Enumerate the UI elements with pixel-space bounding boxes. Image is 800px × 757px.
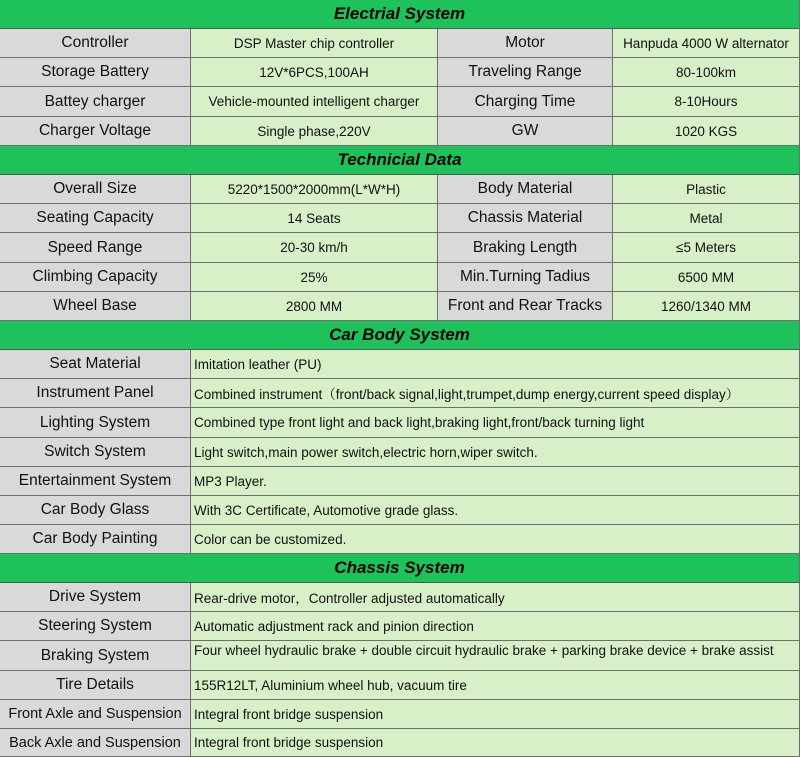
section-title: Electrial System xyxy=(0,0,800,29)
spec-value: Rear-drive motor，Controller adjusted automatically xyxy=(191,583,800,612)
table-row xyxy=(0,438,800,467)
spec-value: Four wheel hydraulic brake + double circuit hydraulic brake + parking brake device + brake assist xyxy=(191,641,800,671)
spec-value: Light switch,main power switch,electric horn,wiper switch. xyxy=(191,438,800,467)
spec-value: 25% xyxy=(191,263,438,292)
spec-value: 1260/1340 MM xyxy=(613,292,800,321)
spec-value: 14 Seats xyxy=(191,204,438,233)
spec-label: Switch System xyxy=(0,438,191,467)
chassis-header-row xyxy=(0,554,800,583)
table-row xyxy=(0,700,800,729)
technical-header-row xyxy=(0,146,800,175)
spec-value: 5220*1500*2000mm(L*W*H) xyxy=(191,175,438,204)
spec-label: Braking Length xyxy=(438,233,613,263)
spec-label: Motor xyxy=(438,29,613,58)
section-title: Technicial Data xyxy=(0,146,800,175)
spec-value: Plastic xyxy=(613,175,800,204)
spec-value: 80-100km xyxy=(613,58,800,87)
spec-label: Entertainment System xyxy=(0,467,191,496)
spec-label: Body Material xyxy=(438,175,613,204)
spec-value: 6500 MM xyxy=(613,263,800,292)
spec-label: Traveling Range xyxy=(438,58,613,87)
spec-label: Charger Voltage xyxy=(0,117,191,146)
spec-value: 20-30 km/h xyxy=(191,233,438,263)
spec-value: 155R12LT, Aluminium wheel hub, vacuum tire xyxy=(191,671,800,700)
spec-value: Vehicle-mounted intelligent charger xyxy=(191,87,438,117)
spec-label: Controller xyxy=(0,29,191,58)
spec-value: 1020 KGS xyxy=(613,117,800,146)
spec-value: 8-10Hours xyxy=(613,87,800,117)
table-row xyxy=(0,87,800,117)
spec-value: 12V*6PCS,100AH xyxy=(191,58,438,87)
table-row xyxy=(0,671,800,700)
section-title: Car Body System xyxy=(0,321,800,350)
spec-value: Hanpuda 4000 W alternator xyxy=(613,29,800,58)
spec-label: Chassis Material xyxy=(438,204,613,233)
table-row xyxy=(0,292,800,321)
spec-label: Instrument Panel xyxy=(0,379,191,408)
spec-label: Seating Capacity xyxy=(0,204,191,233)
table-row xyxy=(0,496,800,525)
spec-value: DSP Master chip controller xyxy=(191,29,438,58)
table-row xyxy=(0,379,800,408)
table-row xyxy=(0,350,800,379)
table-row xyxy=(0,408,800,438)
spec-label: Wheel Base xyxy=(0,292,191,321)
spec-label: Drive System xyxy=(0,583,191,612)
table-row xyxy=(0,612,800,641)
spec-label: Steering System xyxy=(0,612,191,641)
spec-label: Car Body Glass xyxy=(0,496,191,525)
table-row xyxy=(0,233,800,263)
table-row xyxy=(0,641,800,671)
spec-value: Metal xyxy=(613,204,800,233)
spec-label: Battey charger xyxy=(0,87,191,117)
spec-value: MP3 Player. xyxy=(191,467,800,496)
spec-label: Tire Details xyxy=(0,671,191,700)
table-row xyxy=(0,175,800,204)
body-header-row xyxy=(0,321,800,350)
table-row xyxy=(0,204,800,233)
spec-value: 2800 MM xyxy=(191,292,438,321)
spec-label: Front Axle and Suspension xyxy=(0,700,191,729)
spec-label: Back Axle and Suspension xyxy=(0,729,191,757)
spec-label: Seat Material xyxy=(0,350,191,379)
table-row xyxy=(0,467,800,496)
spec-label: Min.Turning Tadius xyxy=(438,263,613,292)
spec-label: Braking System xyxy=(0,641,191,671)
spec-label: Charging Time xyxy=(438,87,613,117)
spec-label: Speed Range xyxy=(0,233,191,263)
table-row xyxy=(0,729,800,757)
section-title: Chassis System xyxy=(0,554,800,583)
table-row xyxy=(0,583,800,612)
spec-value: Integral front bridge suspension xyxy=(191,700,800,729)
spec-value: Automatic adjustment rack and pinion direction xyxy=(191,612,800,641)
spec-value: Combined type front light and back light,braking light,front/back turning light xyxy=(191,408,800,438)
spec-label: Car Body Painting xyxy=(0,525,191,554)
spec-label: Front and Rear Tracks xyxy=(438,292,613,321)
spec-value: ≤5 Meters xyxy=(613,233,800,263)
table-row xyxy=(0,29,800,58)
table-row xyxy=(0,58,800,87)
spec-value: Color can be customized. xyxy=(191,525,800,554)
spec-value: With 3C Certificate, Automotive grade glass. xyxy=(191,496,800,525)
table-row xyxy=(0,263,800,292)
spec-value: Imitation leather (PU) xyxy=(191,350,800,379)
electrical-header-row xyxy=(0,0,800,29)
spec-label: Lighting System xyxy=(0,408,191,438)
spec-value: Integral front bridge suspension xyxy=(191,729,800,757)
spec-label: GW xyxy=(438,117,613,146)
spec-value: Single phase,220V xyxy=(191,117,438,146)
spec-value: Combined instrument（front/back signal,light,trumpet,dump energy,current speed display） xyxy=(191,379,800,408)
table-row xyxy=(0,117,800,146)
spec-label: Storage Battery xyxy=(0,58,191,87)
spec-label: Climbing Capacity xyxy=(0,263,191,292)
spec-label: Overall Size xyxy=(0,175,191,204)
table-row xyxy=(0,525,800,554)
